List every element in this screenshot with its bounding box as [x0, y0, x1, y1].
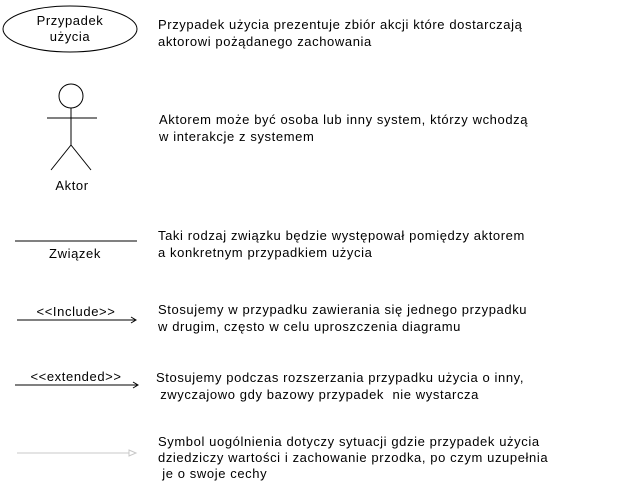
actor-head — [59, 84, 83, 108]
use-case-description-line-1: Przypadek użycia prezentuje zbiór akcji które dostarczają — [158, 17, 523, 32]
association-description-line-2: a konkretnym przypadkiem użycia — [158, 245, 373, 260]
association-description-line-1: Taki rodzaj związku będzie występował pomiędzy aktorem — [158, 228, 525, 243]
actor-left-leg — [51, 145, 71, 170]
include-label: <<Include>> — [36, 304, 116, 319]
generalization-arrowhead — [129, 450, 136, 456]
extended-description — [156, 369, 524, 403]
extended-label: <<extended>> — [30, 369, 122, 384]
actor-description — [159, 111, 528, 145]
association-label: Związek — [49, 246, 101, 261]
actor-right-leg — [71, 145, 91, 170]
actor-label: Aktor — [55, 178, 89, 193]
generalization-description-line-1: Symbol uogólnienia dotyczy sytuacji gdzie przypadek użycia — [158, 434, 540, 449]
extended-description-line-1: Stosujemy podczas rozszerzania przypadku użycia o inny, — [156, 370, 525, 385]
generalization-description — [158, 434, 548, 482]
generalization-description-line-3: je o swoje cechy — [158, 466, 268, 481]
include-description-line-2: w drugim, często w celu uproszczenia diagramu — [158, 319, 462, 334]
generalization-arrow — [17, 450, 136, 456]
use-case-label — [20, 13, 120, 45]
use-case-description — [158, 16, 522, 50]
include-description-line-1: Stosujemy w przypadku zawierania się jednego przypadku — [158, 302, 528, 317]
use-case-label-line-1: Przypadek — [36, 13, 104, 28]
use-case-description-line-2: aktorowi pożądanego zachowania — [158, 34, 372, 49]
actor-description-line-1: Aktorem może być osoba lub inny system, którzy wchodzą — [159, 112, 529, 127]
actor-figure — [47, 84, 97, 170]
extended-description-line-2: zwyczajowo gdy bazowy przypadek nie wystarcza — [156, 387, 479, 402]
include-description — [158, 301, 527, 335]
use-case-label-line-2: użycia — [49, 29, 91, 44]
generalization-description-line-2: dziedziczy wartości i zachowanie przodka, po czym uzupełnia — [158, 450, 549, 465]
association-description — [158, 227, 525, 261]
actor-description-line-2: w interakcje z systemem — [159, 129, 315, 144]
